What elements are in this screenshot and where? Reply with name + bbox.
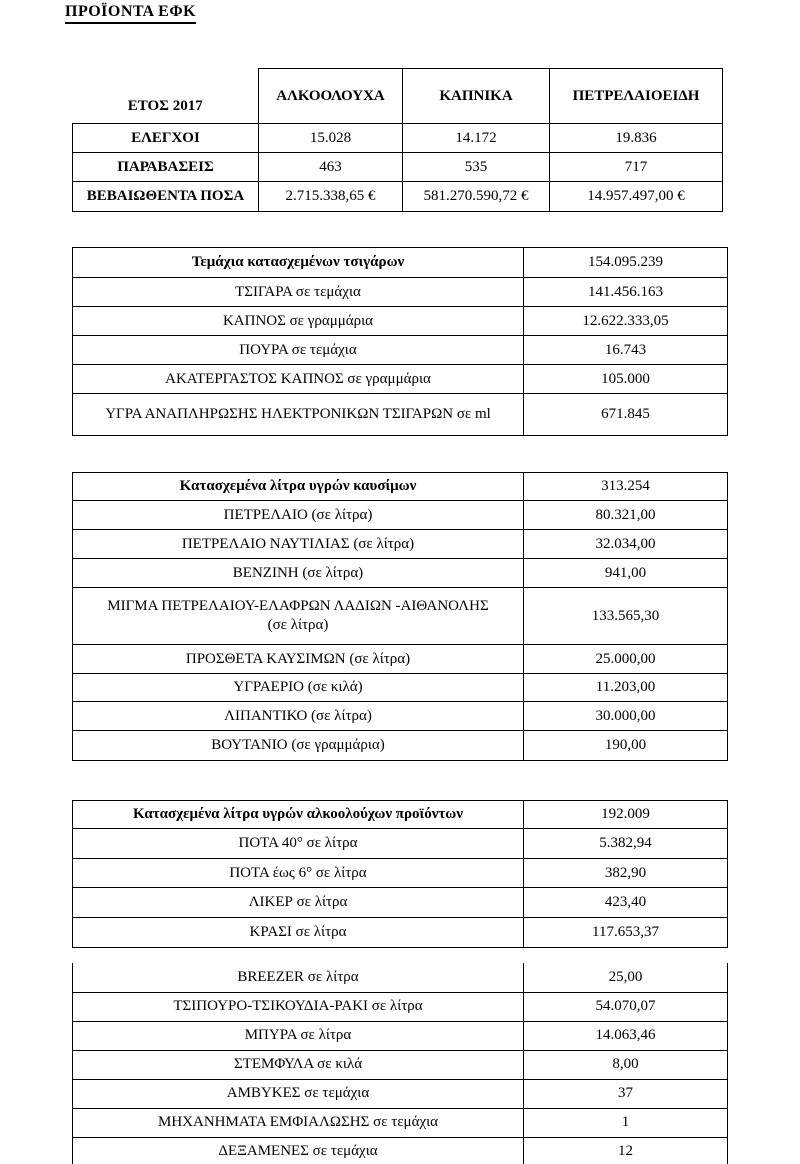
table-row <box>73 501 728 530</box>
row-label: ΕΛΕΓΧΟΙ <box>73 124 259 153</box>
table-header-label: Κατασχεμένα λίτρα υγρών αλκοολούχων προϊόντων <box>73 801 524 829</box>
row-label: ΠΡΟΣΘΕΤΑ ΚΑΥΣΙΜΩΝ (σε λίτρα) <box>73 645 524 674</box>
value-cell: 5.382,94 <box>524 829 728 859</box>
row-label: ΠΕΤΡΕΛΑΙΟ (σε λίτρα) <box>73 501 524 530</box>
row-label: ΑΜΒΥΚΕΣ σε τεμάχια <box>73 1079 524 1108</box>
value-cell: 37 <box>524 1079 728 1108</box>
value-cell: 463 <box>259 153 403 182</box>
table-header-value: 313.254 <box>524 473 728 501</box>
row-label: ΒΕΒΑΙΩΘΕΝΤΑ ΠΟΣΑ <box>73 182 259 212</box>
value-cell: 16.743 <box>524 336 728 365</box>
row-label: ΤΣΙΠΟΥΡΟ-ΤΣΙΚΟΥΔΙΑ-ΡΑΚΙ σε λίτρα <box>73 992 524 1021</box>
value-cell: 105.000 <box>524 365 728 394</box>
value-cell: 423,40 <box>524 888 728 918</box>
table-row <box>73 731 728 761</box>
table-row <box>73 153 723 182</box>
table-row <box>73 1137 728 1164</box>
table-row <box>73 124 723 153</box>
row-label: ΚΡΑΣΙ σε λίτρα <box>73 918 524 948</box>
row-label: ΥΓΡΑ ΑΝΑΠΛΗΡΩΣΗΣ ΗΛΕΚΤΡΟΝΙΚΩΝ ΤΣΙΓΑΡΩΝ σε ml <box>73 394 524 436</box>
table-row <box>73 702 728 731</box>
row-label: ΠΟΤΑ έως 6° σε λίτρα <box>73 859 524 888</box>
table-header-row <box>73 248 728 278</box>
row-label: ΠΟΤΑ 40° σε λίτρα <box>73 829 524 859</box>
row-label: ΠΑΡΑΒΑΣΕΙΣ <box>73 153 259 182</box>
row-label: ΥΓΡΑΕΡΙΟ (σε κιλά) <box>73 674 524 702</box>
value-cell: 117.653,37 <box>524 918 728 948</box>
value-cell: 581.270.590,72 € <box>403 182 550 212</box>
row-label: ΣΤΕΜΦΥΛΑ σε κιλά <box>73 1050 524 1079</box>
value-cell: 12.622.333,05 <box>524 307 728 336</box>
value-cell: 8,00 <box>524 1050 728 1079</box>
value-cell: 141.456.163 <box>524 278 728 307</box>
value-cell: 14.957.497,00 € <box>550 182 723 212</box>
value-cell: 382,90 <box>524 859 728 888</box>
seized-fuels-table <box>72 472 728 761</box>
table-row <box>73 559 728 588</box>
table-row <box>73 365 728 394</box>
row-label: ΠΟΥΡΑ σε τεμάχια <box>73 336 524 365</box>
seized-alcohol-table-continued <box>72 963 728 1164</box>
column-header-tobacco: ΚΑΠΝΙΚΑ <box>403 69 550 124</box>
table-row <box>73 394 728 436</box>
seized-alcohol-table <box>72 800 728 948</box>
row-label: BREEZER σε λίτρα <box>73 963 524 992</box>
page-title: ΠΡΟΪΟΝΤΑ ΕΦΚ <box>65 3 196 24</box>
value-cell: 535 <box>403 153 550 182</box>
table-row <box>73 182 723 212</box>
value-cell: 671.845 <box>524 394 728 436</box>
value-cell: 25,00 <box>524 963 728 992</box>
value-cell: 32.034,00 <box>524 530 728 559</box>
value-cell: 14.172 <box>403 124 550 153</box>
value-cell: 25.000,00 <box>524 645 728 674</box>
table-row <box>73 1108 728 1137</box>
table-row <box>73 336 728 365</box>
table-row <box>73 645 728 674</box>
year-label: ΕΤΟΣ 2017 <box>73 69 259 124</box>
table-row <box>73 829 728 859</box>
table-row <box>73 992 728 1021</box>
table-header-row <box>73 801 728 829</box>
table-header-label: Τεμάχια κατασχεμένων τσιγάρων <box>73 248 524 278</box>
value-cell: 2.715.338,65 € <box>259 182 403 212</box>
value-cell: 1 <box>524 1108 728 1137</box>
value-cell: 11.203,00 <box>524 674 728 702</box>
table-header-row <box>73 69 723 124</box>
table-row <box>73 588 728 645</box>
row-label: ΜΙΓΜΑ ΠΕΤΡΕΛΑΙΟΥ-ΕΛΑΦΡΩΝ ΛΑΔΙΩΝ -ΑΙΘΑΝΟΛΗΣ (σε λίτρα) <box>73 588 524 645</box>
table-row <box>73 918 728 948</box>
table-row <box>73 1050 728 1079</box>
seized-cigarettes-table <box>72 247 728 436</box>
value-cell: 12 <box>524 1137 728 1164</box>
row-label: ΛΙΠΑΝΤΙΚΟ (σε λίτρα) <box>73 702 524 731</box>
table-header-value: 192.009 <box>524 801 728 829</box>
table-row <box>73 278 728 307</box>
summary-table <box>72 68 723 212</box>
row-label: ΑΚΑΤΕΡΓΑΣΤΟΣ ΚΑΠΝΟΣ σε γραμμάρια <box>73 365 524 394</box>
table-row <box>73 888 728 918</box>
column-header-petroleum: ΠΕΤΡΕΛΑΙΟΕΙΔΗ <box>550 69 723 124</box>
table-row <box>73 307 728 336</box>
value-cell: 133.565,30 <box>524 588 728 645</box>
row-label: ΒΟΥΤΑΝΙΟ (σε γραμμάρια) <box>73 731 524 761</box>
table-row <box>73 530 728 559</box>
column-header-alcohol: ΑΛΚΟΟΛΟΥΧΑ <box>259 69 403 124</box>
row-label: ΤΣΙΓΑΡΑ σε τεμάχια <box>73 278 524 307</box>
value-cell: 190,00 <box>524 731 728 761</box>
table-row <box>73 1079 728 1108</box>
table-row <box>73 1021 728 1050</box>
table-header-label: Κατασχεμένα λίτρα υγρών καυσίμων <box>73 473 524 501</box>
row-label: ΜΠΥΡΑ σε λίτρα <box>73 1021 524 1050</box>
row-label: ΔΕΞΑΜΕΝΕΣ σε τεμάχια <box>73 1137 524 1164</box>
table-header-row <box>73 473 728 501</box>
row-label: ΚΑΠΝΟΣ σε γραμμάρια <box>73 307 524 336</box>
value-cell: 80.321,00 <box>524 501 728 530</box>
table-row <box>73 859 728 888</box>
value-cell: 19.836 <box>550 124 723 153</box>
value-cell: 30.000,00 <box>524 702 728 731</box>
table-row <box>73 963 728 992</box>
row-label: ΜΗΧΑΝΗΜΑΤΑ ΕΜΦΙΑΛΩΣΗΣ σε τεμάχια <box>73 1108 524 1137</box>
table-header-value: 154.095.239 <box>524 248 728 278</box>
value-cell: 15.028 <box>259 124 403 153</box>
row-label: ΒΕΝΖΙΝΗ (σε λίτρα) <box>73 559 524 588</box>
value-cell: 941,00 <box>524 559 728 588</box>
value-cell: 54.070,07 <box>524 992 728 1021</box>
value-cell: 717 <box>550 153 723 182</box>
row-label: ΛΙΚΕΡ σε λίτρα <box>73 888 524 918</box>
row-label: ΠΕΤΡΕΛΑΙΟ ΝΑΥΤΙΛΙΑΣ (σε λίτρα) <box>73 530 524 559</box>
value-cell: 14.063,46 <box>524 1021 728 1050</box>
table-row <box>73 674 728 702</box>
